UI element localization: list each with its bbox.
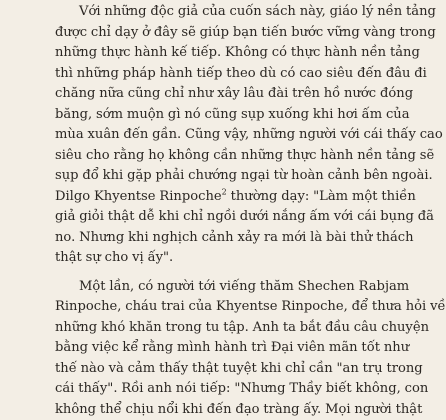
text-line: những thực hành kế tiếp. Không có thực hành nền tảng: [55, 43, 400, 64]
body-text: [55, 2, 400, 420]
paragraph-2: [55, 277, 400, 420]
text-line: no. Nhưng khi nghịch cảnh xảy ra mới là bài thử thách: [55, 228, 400, 249]
text-line: giả giỏi thật dễ khi chỉ ngồi dưới nắng ấm với cái bụng đã: [55, 207, 400, 228]
text-line: băng, sớm muộn gì nó cũng sụp xuống khi hơi ấm của: [55, 105, 400, 126]
text-line: thì những pháp hành tiếp theo dù có cao siêu đến đâu đi: [55, 64, 400, 85]
text-line: những khó khăn trong tu tập. Anh ta bắt đầu câu chuyện: [55, 318, 400, 339]
text-line: Một lần, có người tới viếng thăm Shechen Rabjam: [55, 277, 400, 298]
text-line: chăng nữa cũng chỉ như xây lâu đài trên hồ nước đóng: [55, 84, 400, 105]
text-line: Với những độc giả của cuốn sách này, giáo lý nền tảng: [55, 2, 400, 23]
text-line: Rinpoche, cháu trai của Khyentse Rinpoche, để thưa hỏi về: [55, 297, 400, 318]
text-line: siêu cho rằng họ không cần những thực hành nền tảng sẽ: [55, 146, 400, 167]
text-line: không thể chịu nổi khi đến đạo tràng ấy. Mọi người thật: [55, 400, 400, 420]
text-line: cái thấy". Rồi anh nói tiếp: "Nhưng Thầy biết không, con: [55, 379, 400, 400]
text-line: được chỉ dạy ở đây sẽ giúp bạn tiến bước vững vàng trong: [55, 23, 400, 44]
text-line: sụp đổ khi gặp phải chướng ngại từ hoàn cảnh bên ngoài.: [55, 166, 400, 187]
paragraph-spacing: [55, 269, 400, 277]
text-line: mùa xuân đến gần. Cũng vậy, những người với cái thấy cao: [55, 125, 400, 146]
text-line: thật sự cho vị ấy".: [55, 248, 400, 269]
text-line: thế nào và cảm thấy thật tuyệt khi chỉ cần "an trụ trong: [55, 359, 400, 380]
text-line-with-footnote: [55, 187, 400, 208]
footnote-marker: 2: [222, 187, 227, 196]
author-name: Dilgo Khyentse Rinpoche: [55, 189, 222, 204]
text-line: bằng việc kể rằng mình hành trì Đại viên mãn tốt như: [55, 338, 400, 359]
quote-intro: thường dạy: "Làm một thiền: [227, 189, 416, 204]
paragraph-1: [55, 2, 400, 269]
